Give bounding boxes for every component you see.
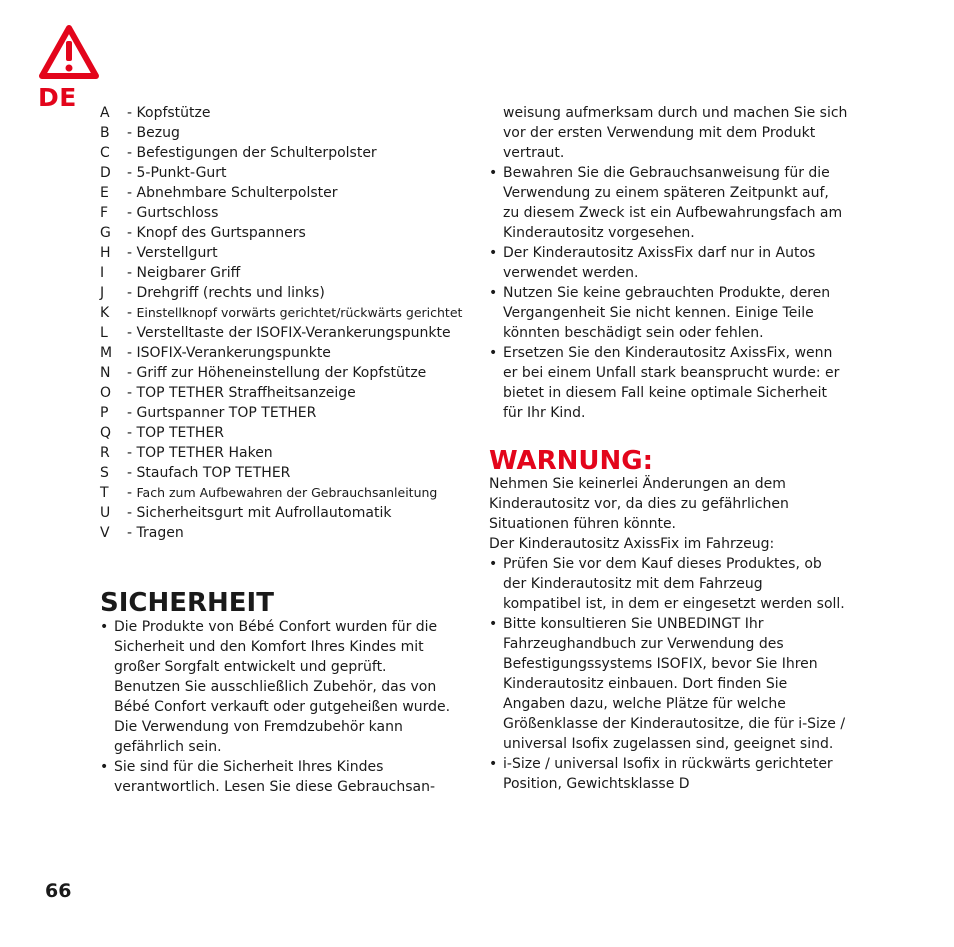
text-line: Die Verwendung von Fremdzubehör kann — [114, 719, 403, 735]
text-line: Situationen führen könnte. — [489, 516, 677, 532]
bullet-line: • Prüfen Sie vor dem Kauf dieses Produktes, ob — [489, 554, 859, 574]
text-line: gefährlich sein. — [114, 739, 222, 755]
text-line: verantwortlich. Lesen Sie diese Gebrauchsan- — [114, 779, 436, 795]
warnung-text — [489, 474, 859, 794]
parts-list — [100, 103, 462, 543]
parts-list-item: T - Fach zum Aufbewahren der Gebrauchsanleitung — [100, 485, 438, 501]
text-line: Kinderautositz vorgesehen. — [503, 225, 695, 241]
text-line: für Ihr Kind. — [503, 405, 586, 421]
text-line: Befestigungssystems ISOFIX, bevor Sie Ihren — [503, 656, 818, 672]
parts-list-item: O - TOP TETHER Straffheitsanzeige — [100, 385, 356, 401]
section-heading-sicherheit: SICHERHEIT — [100, 588, 274, 618]
parts-list-item: H - Verstellgurt — [100, 245, 218, 261]
text-line: verwendet werden. — [503, 265, 639, 281]
language-label: DE — [38, 83, 77, 112]
text-line: Der Kinderautositz AxissFix im Fahrzeug: — [489, 536, 775, 552]
warning-triangle-icon — [37, 23, 101, 83]
parts-list-item: V - Tragen — [100, 525, 184, 541]
text-line: Sicherheit und den Komfort Ihres Kindes mit — [114, 639, 424, 655]
parts-list-item: G - Knopf des Gurtspanners — [100, 225, 306, 241]
text-line: Größenklasse der Kinderautositze, die für i-Size / — [503, 716, 846, 732]
parts-list-item: B - Bezug — [100, 125, 180, 141]
text-line: vor der ersten Verwendung mit dem Produkt — [503, 125, 816, 141]
text-line: universal Isofix zugelassen sind, geeignet sind. — [503, 736, 834, 752]
page-number: 66 — [45, 880, 72, 902]
text-line: Position, Gewichtsklasse D — [503, 776, 690, 792]
bullet-line: • Sie sind für die Sicherheit Ihres Kindes — [100, 757, 470, 777]
text-line: Angaben dazu, welche Plätze für welche — [503, 696, 786, 712]
bullet-line: • Bewahren Sie die Gebrauchsanweisung für die — [489, 163, 859, 183]
parts-list-item: F - Gurtschloss — [100, 205, 219, 221]
text-line: Fahrzeughandbuch zur Verwendung des — [503, 636, 784, 652]
parts-list-item: U - Sicherheitsgurt mit Aufrollautomatik — [100, 505, 392, 521]
sicherheit-text-left — [100, 617, 470, 797]
parts-list-item: Q - TOP TETHER — [100, 425, 225, 441]
parts-list-item: M - ISOFIX-Verankerungspunkte — [100, 345, 331, 361]
parts-list-item: A - Kopfstütze — [100, 105, 211, 121]
bullet-line: • Die Produkte von Bébé Confort wurden für die — [100, 617, 470, 637]
text-line: vertraut. — [503, 145, 565, 161]
parts-list-item: R - TOP TETHER Haken — [100, 445, 273, 461]
text-line: Nehmen Sie keinerlei Änderungen an dem — [489, 476, 786, 492]
section-heading-warnung: WARNUNG: — [489, 446, 654, 476]
parts-list-item: D - 5-Punkt-Gurt — [100, 165, 227, 181]
bullet-line: • Der Kinderautositz AxissFix darf nur in Autos — [489, 243, 859, 263]
text-line: Kinderautositz vor, da dies zu gefährlichen — [489, 496, 789, 512]
parts-list-item: J - Drehgriff (rechts und links) — [100, 285, 325, 301]
parts-list-item: K - Einstellknopf vorwärts gerichtet/rückwärts gerichtet — [100, 305, 463, 321]
text-line: Benutzen Sie ausschließlich Zubehör, das von — [114, 679, 437, 695]
sicherheit-text-right — [489, 103, 859, 423]
text-line: Vergangenheit Sie nicht kennen. Einige Teile — [503, 305, 814, 321]
text-line: weisung aufmerksam durch und machen Sie sich — [503, 105, 848, 121]
bullet-line: • Ersetzen Sie den Kinderautositz AxissFix, wenn — [489, 343, 859, 363]
text-line: der Kinderautositz mit dem Fahrzeug — [503, 576, 763, 592]
text-line: er bei einem Unfall stark beansprucht wurde: er — [503, 365, 840, 381]
text-line: kompatibel ist, in dem er eingesetzt werden soll. — [503, 596, 845, 612]
bullet-line: • i-Size / universal Isofix in rückwärts gerichteter — [489, 754, 859, 774]
parts-list-item: N - Griff zur Höheneinstellung der Kopfstütze — [100, 365, 427, 381]
parts-list-item: E - Abnehmbare Schulterpolster — [100, 185, 338, 201]
parts-list-item: L - Verstelltaste der ISOFIX-Verankerungspunkte — [100, 325, 451, 341]
parts-list-item: C - Befestigungen der Schulterpolster — [100, 145, 377, 161]
text-line: bietet in diesem Fall keine optimale Sicherheit — [503, 385, 827, 401]
text-line: großer Sorgfalt entwickelt und geprüft. — [114, 659, 387, 675]
text-line: könnten beschädigt sein oder fehlen. — [503, 325, 764, 341]
parts-list-item: S - Staufach TOP TETHER — [100, 465, 291, 481]
bullet-line: • Nutzen Sie keine gebrauchten Produkte, deren — [489, 283, 859, 303]
bullet-line: • Bitte konsultieren Sie UNBEDINGT Ihr — [489, 614, 859, 634]
text-line: Kinderautositz einbauen. Dort finden Sie — [503, 676, 788, 692]
text-line: Bébé Confort verkauft oder gutgeheißen wurde. — [114, 699, 451, 715]
text-line: Verwendung zu einem späteren Zeitpunkt auf, — [503, 185, 829, 201]
parts-list-item: P - Gurtspanner TOP TETHER — [100, 405, 317, 421]
parts-list-item: I - Neigbarer Griff — [100, 265, 241, 281]
text-line: zu diesem Zweck ist ein Aufbewahrungsfach am — [503, 205, 843, 221]
